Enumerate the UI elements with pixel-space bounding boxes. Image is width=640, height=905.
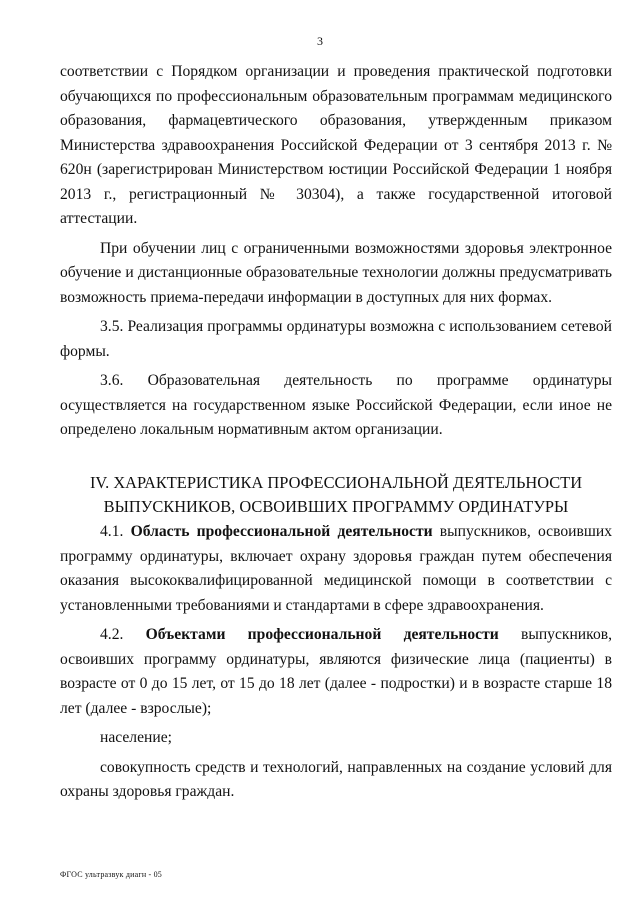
paragraph-4-2: [60, 623, 612, 721]
paragraph-4-1: [60, 520, 612, 618]
heading-line: IV. ХАРАКТЕРИСТИКА ПРОФЕССИОНАЛЬНОЙ ДЕЯТЕЛЬНОСТИ: [89, 473, 583, 492]
page-number: 3: [317, 34, 323, 48]
paragraph-text: выпускников, освоивших программу ординатуры, включает охрану здоровья граждан путем обеспечения оказания высококвалифицированной медицинской помощи в соответствии с установленными требованиями и стандартами в сфере здравоохранения.: [60, 523, 612, 614]
bold-term: Объектами профессиональной деятельности: [145, 626, 499, 643]
footer-code: ФГОС ультразвук диагн - 05: [60, 870, 162, 879]
clause-number: 4.2.: [100, 626, 124, 643]
paragraph: При обучении лиц с ограниченными возможностями здоровья электронное обучение и дистанционные образовательные технологии должны предусматривать возможность приема-передачи информации в доступных для них формах.: [60, 239, 612, 306]
bold-term: Область профессиональной деятельности: [130, 523, 433, 540]
paragraph: 3.6. Образовательная деятельность по программе ординатуры осуществляется на государственном языке Российской Федерации, если иное не определено локальным нормативным актом организации.: [60, 372, 612, 438]
section-heading: [60, 471, 612, 519]
paragraph: совокупность средств и технологий, направленных на создание условий для охраны здоровья граждан.: [60, 758, 612, 800]
paragraph: население;: [100, 729, 172, 746]
paragraph-text: выпускников, освоивших программу ординатуры, являются физические лица (пациенты) в возрасте от 0 до 15 лет, от 15 до 18 лет (далее - подростки) и в возрасте старше 18 лет (далее - взрослые);: [60, 626, 612, 717]
heading-line: ВЫПУСКНИКОВ, ОСВОИВШИХ ПРОГРАММУ ОРДИНАТУРЫ: [103, 497, 569, 516]
section-4-text: [60, 520, 612, 810]
paragraph: соответствии с Порядком организации и проведения практической подготовки обучающихся по профессиональным образовательным программам медицинского образования, фармацевтического образования, утвержденным приказом Министерства здравоохранения Российской Федерации от 3 сентября 2013 г. № 620н (зарегистрирован Министерством юстиции Российской Федерации 1 ноября 2013 г., регистрационный № 30304), а также государственной итоговой аттестации.: [60, 63, 612, 227]
paragraph: 3.5. Реализация программы ординатуры возможна с использованием сетевой формы.: [60, 318, 612, 360]
section-3-text: [60, 60, 612, 448]
clause-number: 4.1.: [100, 523, 124, 540]
